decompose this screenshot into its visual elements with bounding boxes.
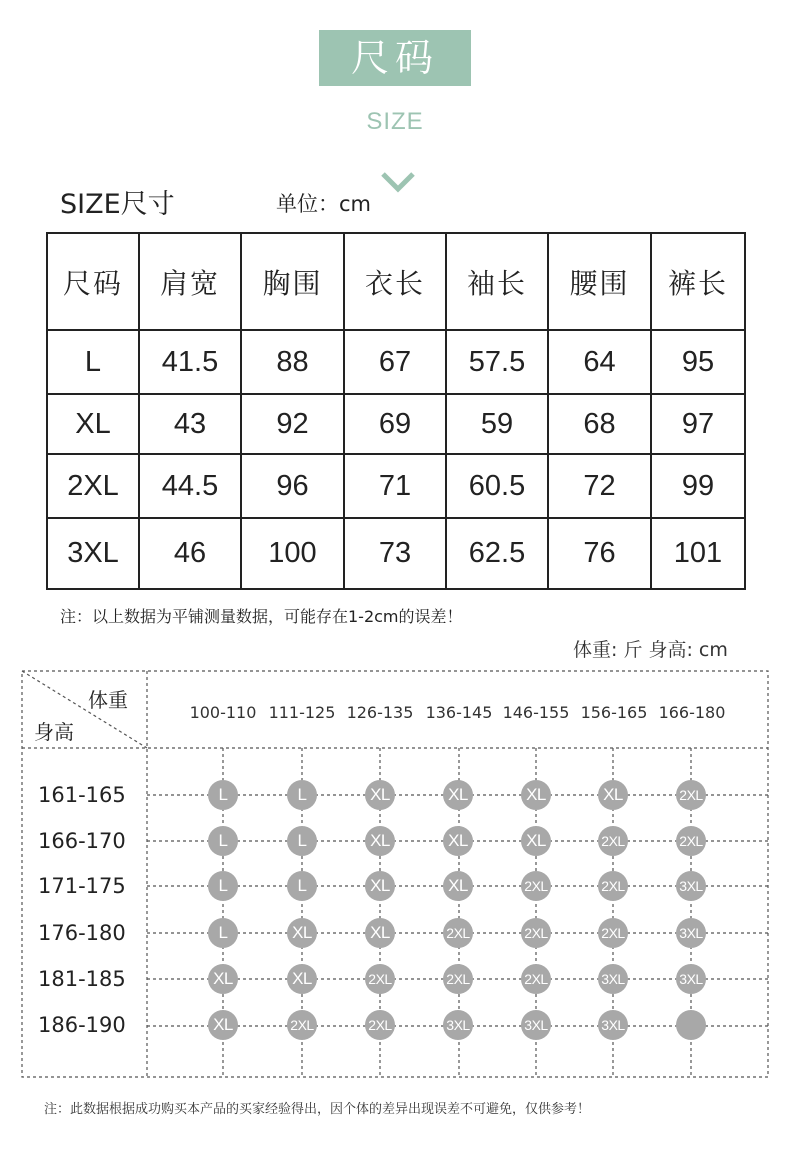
size-dot: 2XL bbox=[521, 964, 551, 994]
size-dot: 2XL bbox=[443, 964, 473, 994]
page-title: 尺码 bbox=[319, 30, 471, 86]
size-dot: 2XL bbox=[287, 1010, 317, 1040]
table-row bbox=[47, 394, 745, 454]
size-dot: XL bbox=[443, 871, 473, 901]
table-cell: 76 bbox=[548, 518, 651, 589]
corner-weight-label: 体重 bbox=[88, 688, 128, 712]
size-dot: 3XL bbox=[598, 1010, 628, 1040]
height-range-label: 166-170 bbox=[38, 829, 126, 853]
table-cell: 96 bbox=[241, 454, 344, 518]
size-dot: 2XL bbox=[676, 826, 706, 856]
table-cell: 64 bbox=[548, 330, 651, 394]
size-dot: XL bbox=[443, 780, 473, 810]
recommend-units-label: 体重: 斤 身高: cm bbox=[573, 639, 728, 661]
size-dot: 2XL bbox=[365, 964, 395, 994]
size-dot: XL bbox=[365, 826, 395, 856]
size-dot: 3XL bbox=[676, 871, 706, 901]
height-range-label: 186-190 bbox=[38, 1013, 126, 1037]
size-dot: 2XL bbox=[521, 871, 551, 901]
size-recommendation-grid bbox=[21, 670, 769, 1078]
weight-range-header: 166-180 bbox=[658, 703, 726, 722]
height-range-label: 171-175 bbox=[38, 874, 126, 898]
size-dot: 2XL bbox=[365, 1010, 395, 1040]
table-row bbox=[47, 330, 745, 394]
table-row bbox=[47, 518, 745, 589]
corner-height-label: 身高 bbox=[34, 720, 74, 744]
column-header: 胸围 bbox=[241, 233, 344, 330]
size-dot: XL bbox=[521, 826, 551, 856]
column-header: 肩宽 bbox=[139, 233, 241, 330]
page-subtitle: SIZE bbox=[366, 108, 424, 135]
column-header: 裤长 bbox=[651, 233, 745, 330]
chevron-down-icon bbox=[380, 170, 416, 196]
table-row bbox=[47, 454, 745, 518]
table-cell: 41.5 bbox=[139, 330, 241, 394]
column-header: 尺码 bbox=[47, 233, 139, 330]
size-dot: XL bbox=[287, 964, 317, 994]
table-cell: 59 bbox=[446, 394, 548, 454]
weight-range-header: 126-135 bbox=[346, 703, 414, 722]
size-dot: L bbox=[208, 871, 238, 901]
weight-range-header: 100-110 bbox=[189, 703, 257, 722]
size-dot: 2XL bbox=[598, 918, 628, 948]
size-dot: 2XL bbox=[521, 918, 551, 948]
weight-range-header: 156-165 bbox=[580, 703, 648, 722]
size-dot: 2XL bbox=[443, 918, 473, 948]
size-dot: XL bbox=[365, 918, 395, 948]
table-cell: 68 bbox=[548, 394, 651, 454]
table-cell: 43 bbox=[139, 394, 241, 454]
table-cell: 46 bbox=[139, 518, 241, 589]
table-cell: 100 bbox=[241, 518, 344, 589]
weight-range-header: 111-125 bbox=[268, 703, 336, 722]
table-cell: 71 bbox=[344, 454, 446, 518]
size-dot: 3XL bbox=[676, 918, 706, 948]
column-header: 衣长 bbox=[344, 233, 446, 330]
size-dot: 2XL bbox=[598, 826, 628, 856]
grid-lines bbox=[21, 670, 769, 1078]
size-table bbox=[46, 232, 746, 590]
size-dot: 3XL bbox=[521, 1010, 551, 1040]
table-cell: 95 bbox=[651, 330, 745, 394]
weight-range-header: 146-155 bbox=[502, 703, 570, 722]
column-header: 腰围 bbox=[548, 233, 651, 330]
height-range-label: 161-165 bbox=[38, 783, 126, 807]
column-header: 袖长 bbox=[446, 233, 548, 330]
size-dot: L bbox=[287, 871, 317, 901]
size-dot: XL bbox=[598, 780, 628, 810]
table-cell: 67 bbox=[344, 330, 446, 394]
size-dot: XL bbox=[208, 964, 238, 994]
table-cell: 60.5 bbox=[446, 454, 548, 518]
size-dot: L bbox=[208, 780, 238, 810]
size-dot: 2XL bbox=[676, 780, 706, 810]
size-section-label: SIZE尺寸 bbox=[60, 189, 175, 220]
disclaimer-note: 注：此数据根据成功购买本产品的买家经验得出，因个体的差异出现误差不可避免，仅供参考！ bbox=[44, 1102, 591, 1117]
table-cell: L bbox=[47, 330, 139, 394]
size-dot: XL bbox=[365, 871, 395, 901]
size-dot: XL bbox=[287, 918, 317, 948]
table-cell: 69 bbox=[344, 394, 446, 454]
table-cell: 88 bbox=[241, 330, 344, 394]
table-cell: 97 bbox=[651, 394, 745, 454]
size-table-header bbox=[47, 233, 745, 330]
size-dot: 2XL bbox=[598, 871, 628, 901]
table-cell: 72 bbox=[548, 454, 651, 518]
size-dot: XL bbox=[365, 780, 395, 810]
table-cell: 57.5 bbox=[446, 330, 548, 394]
size-dot: L bbox=[208, 826, 238, 856]
height-range-label: 176-180 bbox=[38, 921, 126, 945]
size-dot: 3XL bbox=[443, 1010, 473, 1040]
table-cell: 2XL bbox=[47, 454, 139, 518]
table-cell: 44.5 bbox=[139, 454, 241, 518]
table-cell: 92 bbox=[241, 394, 344, 454]
table-cell: 101 bbox=[651, 518, 745, 589]
height-range-label: 181-185 bbox=[38, 967, 126, 991]
size-dot: L bbox=[287, 780, 317, 810]
weight-range-header: 136-145 bbox=[425, 703, 493, 722]
size-dot: XL bbox=[443, 826, 473, 856]
size-dot bbox=[676, 1010, 706, 1040]
size-dot: 3XL bbox=[676, 964, 706, 994]
size-dot: XL bbox=[521, 780, 551, 810]
size-dot: L bbox=[287, 826, 317, 856]
unit-label: 单位：cm bbox=[276, 192, 372, 216]
table-cell: 99 bbox=[651, 454, 745, 518]
table-cell: 62.5 bbox=[446, 518, 548, 589]
table-cell: XL bbox=[47, 394, 139, 454]
size-dot: L bbox=[208, 918, 238, 948]
size-dot: XL bbox=[208, 1010, 238, 1040]
table-cell: 3XL bbox=[47, 518, 139, 589]
size-dot: 3XL bbox=[598, 964, 628, 994]
measurement-note: 注：以上数据为平铺测量数据，可能存在1-2cm的误差！ bbox=[60, 607, 463, 626]
table-cell: 73 bbox=[344, 518, 446, 589]
